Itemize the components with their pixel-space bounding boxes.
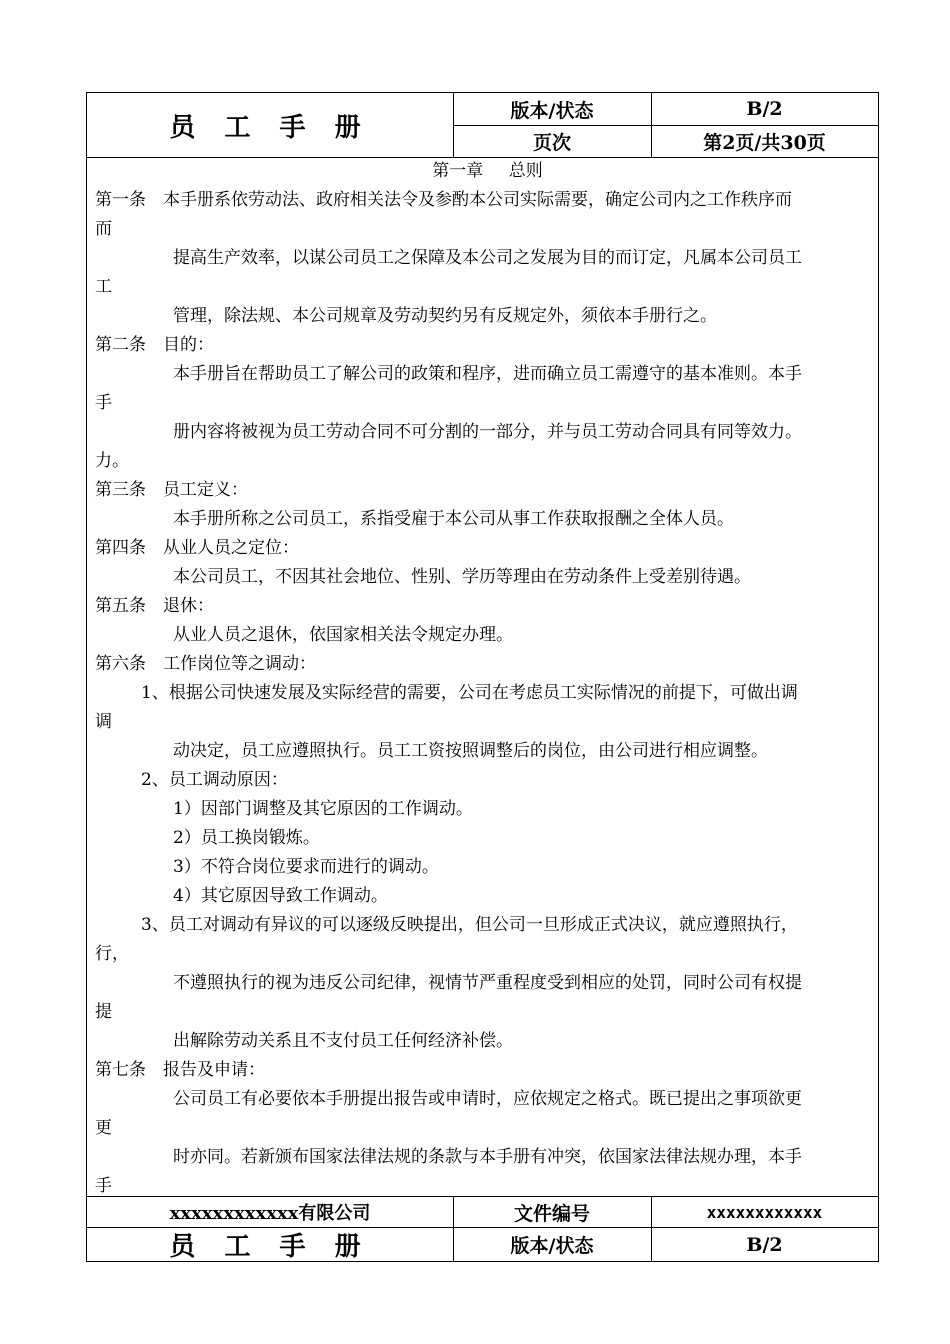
footer-company: xxxxxxxxxxxx有限公司 xyxy=(169,1203,371,1224)
article-6-subitem: 1）因部门调整及其它原因的工作调动。 xyxy=(173,799,473,819)
chapter-title: 总则 xyxy=(508,161,543,181)
article-2-text: 册内容将被视为员工劳动合同不可分割的一部分，并与员工劳动合同具有同等效力。 xyxy=(173,422,802,442)
footer-doc-no-label: 文件编号 xyxy=(513,1202,590,1225)
article-7-text: 时亦同。若新颁布国家法律法规的条款与本手册有冲突，依国家法律法规办理，本手 xyxy=(173,1147,802,1167)
article-7: 第七条 报告及申请： xyxy=(95,1060,265,1080)
footer-table xyxy=(86,1196,879,1262)
chapter-number: 第一章 xyxy=(432,161,484,181)
header-title: 员 工 手 册 xyxy=(169,112,371,143)
article-6-item: 1、根据公司快速发展及实际经营的需要，公司在考虑员工实际情况的前提下，可做出调 xyxy=(141,683,798,703)
footer-doc-no-value: xxxxxxxxxxxx xyxy=(706,1202,823,1222)
article-6-wrap: 提 xyxy=(95,1002,112,1022)
article-2-wrap: 手 xyxy=(95,393,112,413)
article-1-wrap: 而 xyxy=(95,219,112,239)
header-page-label: 页次 xyxy=(532,132,571,154)
article-1-text: 提高生产效率，以谋公司员工之保障及本公司之发展为目的而订定，凡属本公司员工 xyxy=(173,248,802,268)
footer-version-value: B/2 xyxy=(746,1233,783,1256)
header-version-label: 版本/状态 xyxy=(510,99,594,122)
article-6-wrap: 调 xyxy=(95,712,112,732)
article-7-wrap: 手 xyxy=(95,1176,112,1196)
article-2-text: 本手册旨在帮助员工了解公司的政策和程序，进而确立员工需遵守的基本准则。本手 xyxy=(173,364,802,384)
article-3: 第三条 员工定义： xyxy=(95,480,248,500)
article-6-subitem: 2）员工换岗锻炼。 xyxy=(173,828,320,848)
article-6-item: 3、员工对调动有异议的可以逐级反映提出，但公司一旦形成正式决议，就应遵照执行， xyxy=(141,915,798,935)
article-6-item: 2、员工调动原因： xyxy=(141,770,288,790)
article-3-text: 本手册所称之公司员工，系指受雇于本公司从事工作获取报酬之全体人员。 xyxy=(173,509,734,529)
article-6-subitem: 3）不符合岗位要求而进行的调动。 xyxy=(173,857,439,877)
article-6: 第六条 工作岗位等之调动： xyxy=(95,654,316,674)
article-7-text: 公司员工有必要依本手册提出报告或申请时，应依规定之格式。既已提出之事项欲更 xyxy=(173,1089,802,1109)
document-body xyxy=(86,157,879,1197)
article-1: 第一条 本手册系依劳动法、政府相关法令及参酌本公司实际需要，确定公司内之工作秩序而 xyxy=(95,190,792,210)
article-5-text: 从业人员之退休，依国家相关法令规定办理。 xyxy=(173,625,513,645)
header-table xyxy=(86,92,879,158)
chapter-heading xyxy=(95,157,870,186)
article-7-wrap: 更 xyxy=(95,1118,112,1138)
article-6-subitem: 4）其它原因导致工作调动。 xyxy=(173,886,388,906)
document-content xyxy=(95,157,870,1201)
article-1-wrap: 工 xyxy=(95,277,112,297)
article-6-wrap: 行， xyxy=(95,944,129,964)
article-5: 第五条 退休： xyxy=(95,596,214,616)
header-version-value: B/2 xyxy=(746,98,783,120)
header-page-value: 第2页/共30页 xyxy=(703,132,826,154)
article-4-text: 本公司员工，不因其社会地位、性别、学历等理由在劳动条件上受差别待遇。 xyxy=(173,567,751,587)
article-4: 第四条 从业人员之定位： xyxy=(95,538,299,558)
article-2: 第二条 目的： xyxy=(95,335,214,355)
article-6-text: 出解除劳动关系且不支付员工任何经济补偿。 xyxy=(173,1031,513,1051)
article-6-text: 不遵照执行的视为违反公司纪律，视情节严重程度受到相应的处罚，同时公司有权提 xyxy=(173,973,802,993)
article-1-text: 管理，除法规、本公司规章及劳动契约另有反规定外，须依本手册行之。 xyxy=(173,306,717,326)
article-2-wrap: 力。 xyxy=(95,451,129,471)
article-6-text: 动决定，员工应遵照执行。员工工资按照调整后的岗位，由公司进行相应调整。 xyxy=(173,741,768,761)
footer-version-label: 版本/状态 xyxy=(510,1235,594,1257)
footer-title: 员 工 手 册 xyxy=(169,1232,371,1262)
